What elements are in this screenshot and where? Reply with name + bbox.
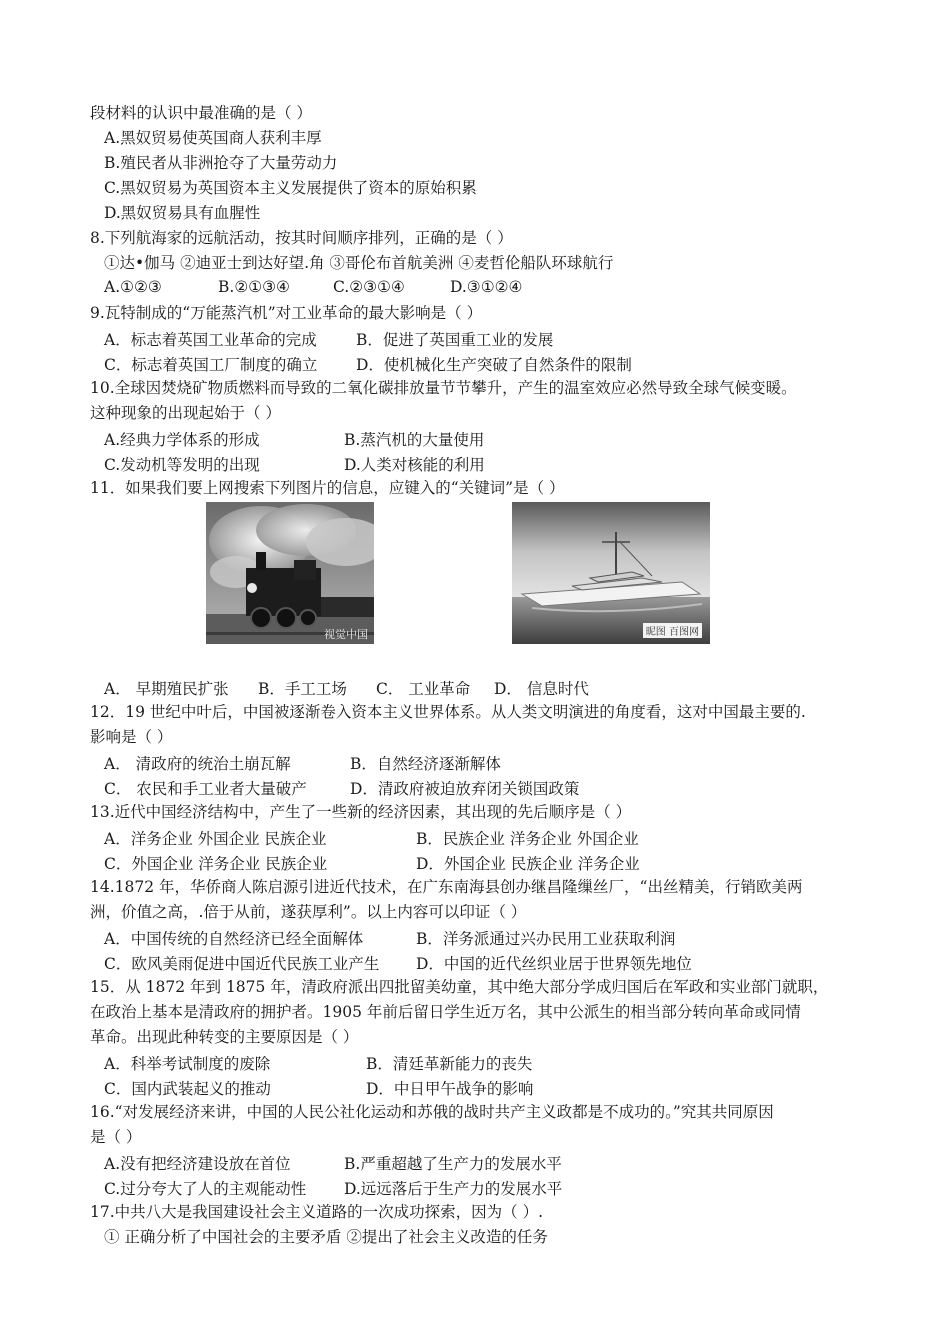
q10-stem-line2: 这种现象的出现起始于（ ） bbox=[90, 404, 281, 422]
q14-option-b: B．洋务派通过兴办民用工业获取利润 bbox=[416, 930, 676, 948]
q11-option-c: C． 工业革命 bbox=[376, 680, 471, 698]
q14-option-c: C．欧风美雨促进中国近代民族工业产生 bbox=[104, 955, 380, 973]
q14-option-a: A．中国传统的自然经济已经全面解体 bbox=[104, 930, 364, 948]
q12-stem-line1: 12．19 世纪中叶后，中国被逐渐卷入资本主义世界体系。从人类文明演进的角度看，这对中国最主要的. bbox=[90, 703, 806, 721]
q16-option-a: A.没有把经济建设放在首位 bbox=[104, 1155, 291, 1173]
q13-option-c: C．外国企业 洋务企业 民族企业 bbox=[104, 855, 328, 873]
q12-option-d: D．清政府被迫放弃闭关锁国政策 bbox=[350, 780, 580, 798]
yacht-photo bbox=[512, 502, 710, 644]
q10-option-b: B.蒸汽机的大量使用 bbox=[344, 431, 485, 449]
q9-option-b: B．促进了英国重工业的发展 bbox=[356, 331, 554, 349]
q10-stem-line1: 10.全球因焚烧矿物质燃料而导致的二氧化碳排放量节节攀升，产生的温室效应必然导致全球气候变暖。 bbox=[90, 379, 797, 397]
q11-option-d: D． 信息时代 bbox=[494, 680, 589, 698]
watermark-right: 昵图 百图网 bbox=[643, 623, 702, 638]
q9-stem: 9.瓦特制成的“万能蒸汽机”对工业革命的最大影响是（ ） bbox=[90, 304, 483, 322]
steam-train-photo bbox=[206, 502, 374, 644]
q11-option-b: B．手工工场 bbox=[258, 680, 347, 698]
q8-items: ①达•伽马 ②迪亚士到达好望.角 ③哥伦布首航美洲 ④麦哲伦船队环球航行 bbox=[104, 254, 614, 272]
q14-stem-line1: 14.1872 年，华侨商人陈启源引进近代技术，在广东南海县创办继昌隆缫丝厂，“出丝精美，行销欧美两 bbox=[90, 878, 803, 896]
q11-option-a: A． 早期殖民扩张 bbox=[104, 680, 229, 698]
q12-option-a: A． 清政府的统治土崩瓦解 bbox=[104, 755, 291, 773]
q16-option-b: B.严重超越了生产力的发展水平 bbox=[344, 1155, 562, 1173]
q11-stem: 11．如果我们要上网搜索下列图片的信息，应键入的“关键词”是（ ） bbox=[90, 479, 565, 497]
q17-stem: 17.中共八大是我国建设社会主义道路的一次成功探索，因为（ ）. bbox=[90, 1203, 544, 1221]
q9-option-d: D．使机械化生产突破了自然条件的限制 bbox=[356, 356, 632, 374]
q12-option-c: C． 农民和手工业者大量破产 bbox=[104, 780, 307, 798]
q8-option-d: D.③①②④ bbox=[450, 278, 523, 296]
q10-option-a: A.经典力学体系的形成 bbox=[104, 431, 260, 449]
q16-stem-line1: 16.“对发展经济来讲，中国的人民公社化运动和苏俄的战时共产主义政都是不成功的。”究其共同原因 bbox=[90, 1103, 774, 1121]
q16-stem-line2: 是（ ） bbox=[90, 1128, 142, 1146]
q16-option-c: C.过分夸大了人的主观能动性 bbox=[104, 1180, 307, 1198]
q9-option-c: C．标志着英国工厂制度的确立 bbox=[104, 356, 318, 374]
q15-option-b: B．清廷革新能力的丧失 bbox=[366, 1055, 533, 1073]
q8-stem: 8.下列航海家的远航活动，按其时间顺序排列，正确的是（ ） bbox=[90, 229, 513, 247]
q13-option-b: B．民族企业 洋务企业 外国企业 bbox=[416, 830, 639, 848]
q15-option-c: C．国内武装起义的推动 bbox=[104, 1080, 271, 1098]
q8-option-c: C.②③①④ bbox=[333, 278, 405, 296]
q13-stem: 13.近代中国经济结构中，产生了一些新的经济因素，其出现的先后顺序是（ ） bbox=[90, 803, 632, 821]
q8-option-b: B.②①③④ bbox=[218, 278, 290, 296]
q14-stem-line2: 洲，价值之高，.倍于从前，遂获厚利”。以上内容可以印证（ ） bbox=[90, 903, 527, 921]
q15-stem-line2: 在政治上基本是清政府的拥护者。1905 年前后留日学生近万名，其中公派生的相当部分转向革命或同情 bbox=[90, 1003, 801, 1021]
q15-stem-line3: 革命。出现此种转变的主要原因是（ ） bbox=[90, 1028, 359, 1046]
q12-stem-line2: 影响是（ ） bbox=[90, 728, 173, 746]
q10-option-d: D.人类对核能的利用 bbox=[344, 456, 485, 474]
q7-option-c: C.黑奴贸易为英国资本主义发展提供了资本的原始积累 bbox=[104, 179, 477, 197]
q7-option-a: A.黑奴贸易使英国商人获利丰厚 bbox=[104, 129, 322, 147]
q16-option-d: D.远远落后于生产力的发展水平 bbox=[344, 1180, 563, 1198]
watermark-left: 视觉中国 bbox=[324, 628, 368, 641]
q7-option-d: D.黑奴贸易具有血腥性 bbox=[104, 204, 261, 222]
q9-option-a: A．标志着英国工业革命的完成 bbox=[104, 331, 317, 349]
q7-stem: 段材料的认识中最准确的是（ ） bbox=[90, 104, 312, 122]
q8-option-a: A.①②③ bbox=[104, 278, 162, 296]
q13-option-d: D．外国企业 民族企业 洋务企业 bbox=[416, 855, 640, 873]
q10-option-c: C.发动机等发明的出现 bbox=[104, 456, 260, 474]
q14-option-d: D．中国的近代丝织业居于世界领先地位 bbox=[416, 955, 692, 973]
q15-option-a: A．科举考试制度的废除 bbox=[104, 1055, 271, 1073]
q15-stem-line1: 15．从 1872 年到 1875 年，清政府派出四批留美幼童，其中绝大部分学成归国后在军政和实业部门就职， bbox=[90, 978, 829, 996]
q13-option-a: A．洋务企业 外国企业 民族企业 bbox=[104, 830, 327, 848]
q12-option-b: B．自然经济逐渐解体 bbox=[350, 755, 501, 773]
q7-option-b: B.殖民者从非洲抢夺了大量劳动力 bbox=[104, 154, 338, 172]
q17-items: ① 正确分析了中国社会的主要矛盾 ②提出了社会主义改造的任务 bbox=[104, 1228, 548, 1246]
q15-option-d: D．中日甲午战争的影响 bbox=[366, 1080, 534, 1098]
